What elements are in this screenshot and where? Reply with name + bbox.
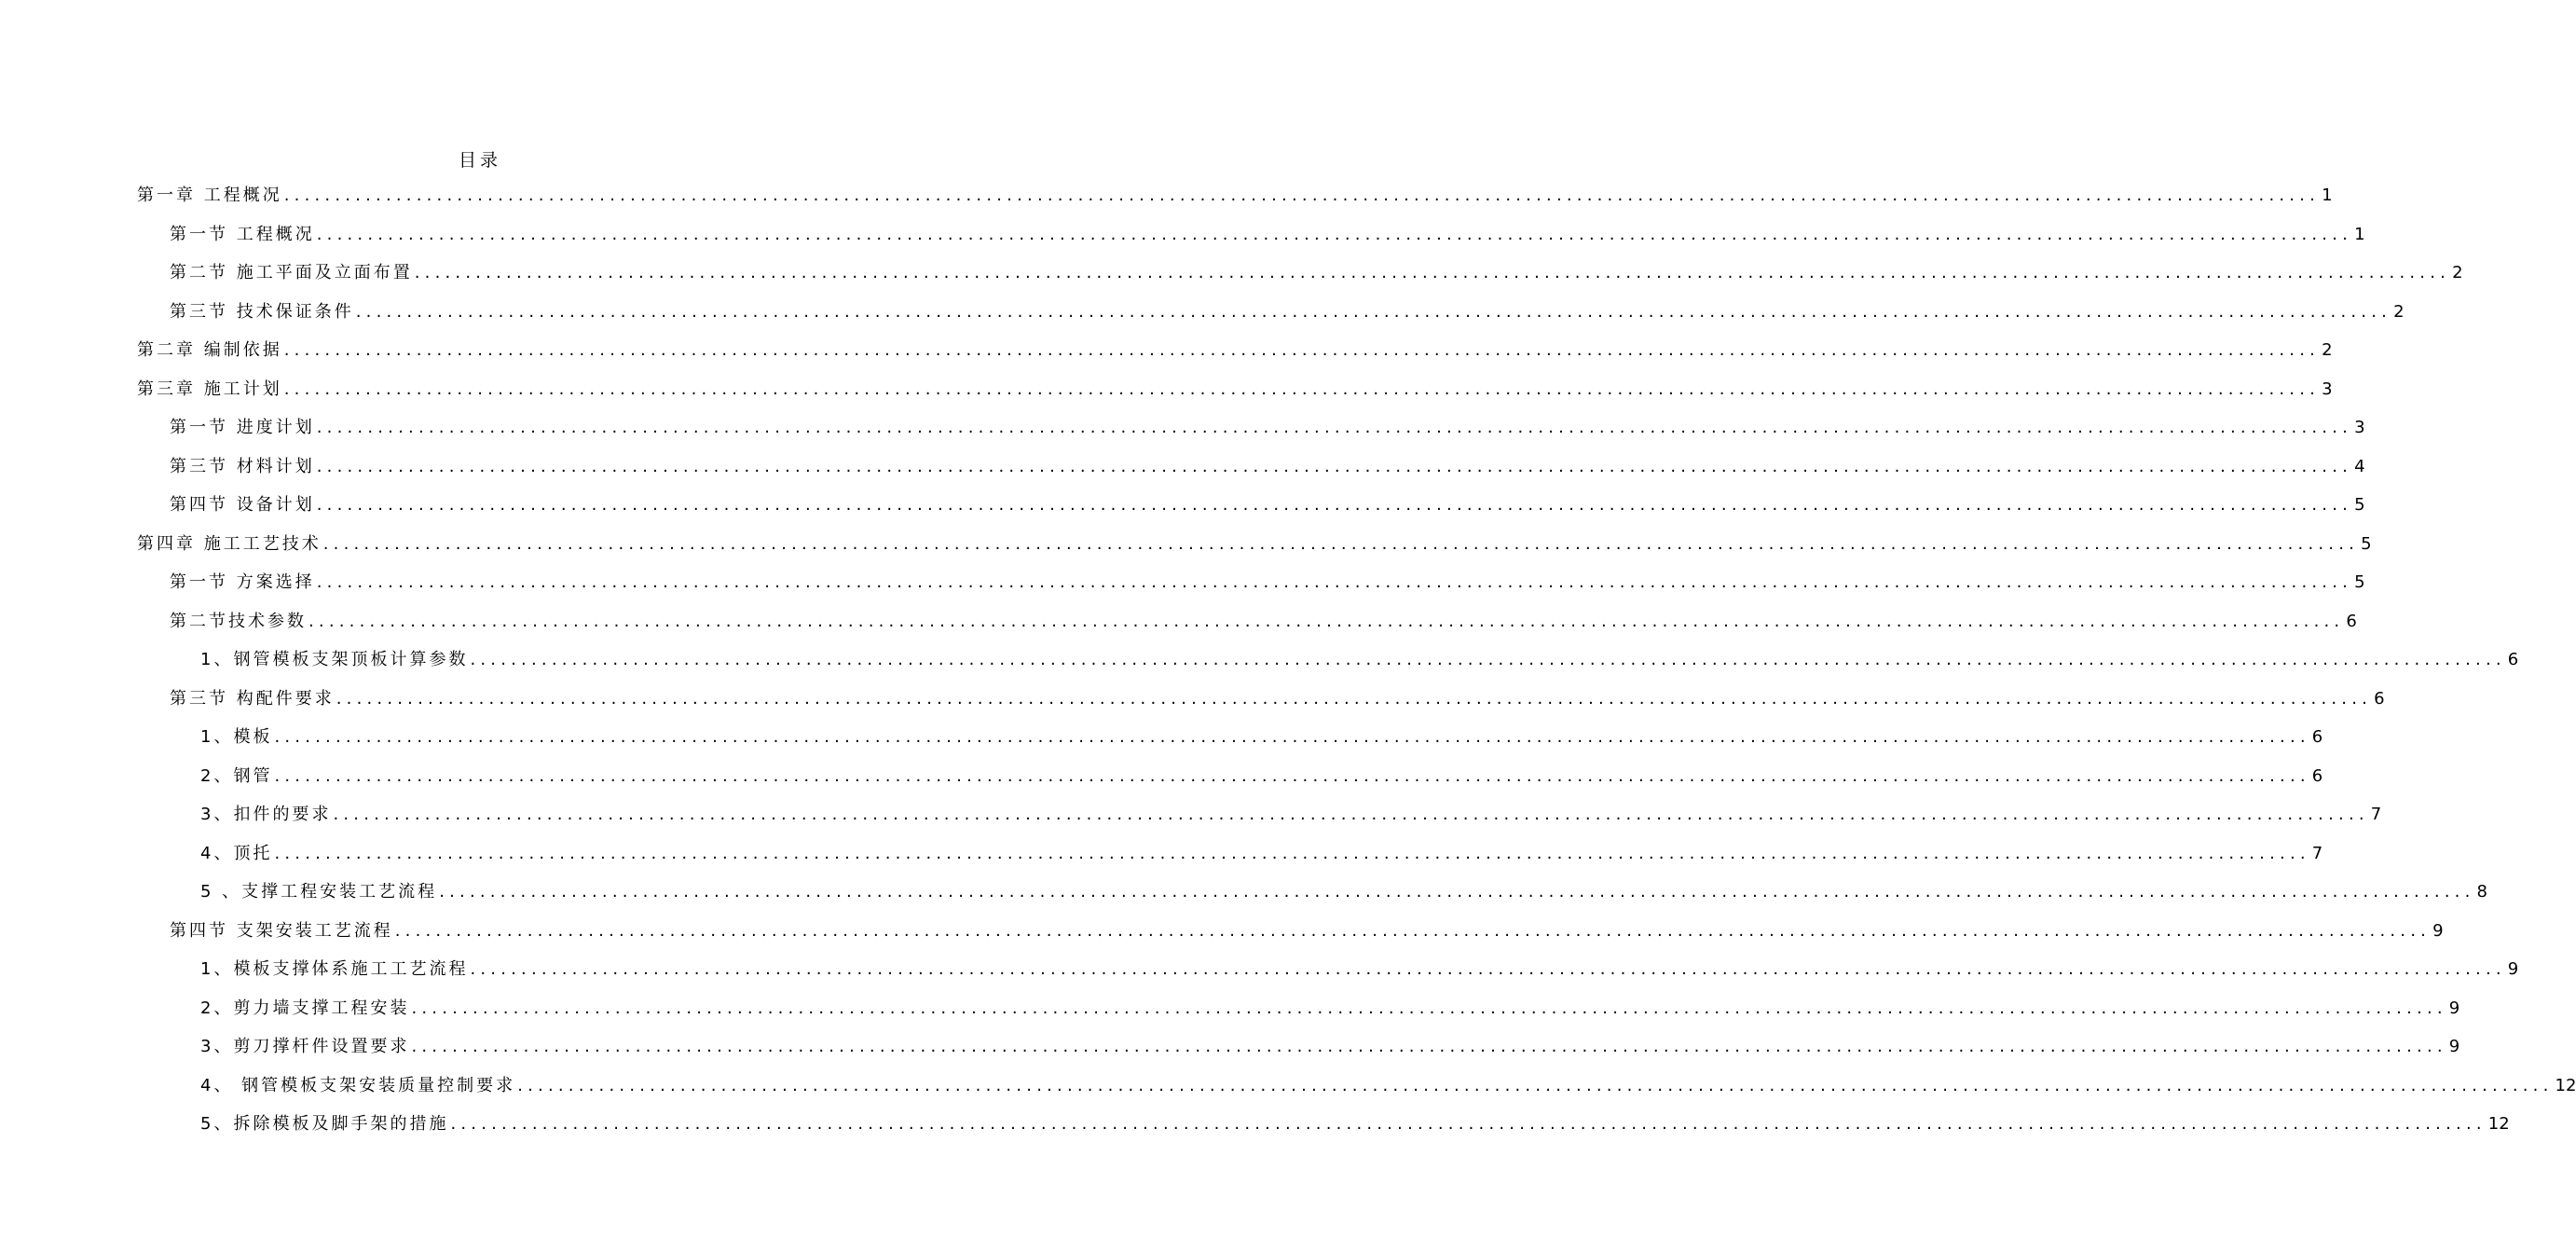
toc-entry[interactable] <box>200 875 2487 903</box>
toc-leader-dots: ........................................................................................................................................................................................................ <box>274 766 2310 786</box>
toc-entry[interactable] <box>200 760 2323 788</box>
toc-entry[interactable] <box>137 373 2333 401</box>
toc-entry-page-number: 6 <box>2311 727 2323 747</box>
toc-leader-dots: ........................................................................................................................................................................................................ <box>333 805 2369 824</box>
toc-entry-page-number: 9 <box>2432 921 2444 941</box>
toc-entry[interactable] <box>200 992 2460 1020</box>
toc-leader-dots: ........................................................................................................................................................................................................ <box>283 379 2321 399</box>
toc-entry[interactable] <box>170 682 2385 710</box>
toc-leader-dots: ........................................................................................................................................................................................................ <box>439 882 2475 902</box>
toc-entry-page-number: 3 <box>2354 418 2365 437</box>
toc-leader-dots: ........................................................................................................................................................................................................ <box>274 727 2310 747</box>
toc-entry-label: 第四章 施工工艺技术 <box>137 534 322 554</box>
toc-entry[interactable] <box>200 1108 2510 1136</box>
toc-entry-page-number: 12 <box>2555 1076 2576 1095</box>
toc-leader-dots: ........................................................................................................................................................................................................ <box>411 1037 2447 1056</box>
toc-entry-page-number: 3 <box>2322 379 2333 399</box>
toc-entry-label: 2、剪力墙支撑工程安装 <box>200 998 410 1018</box>
toc-entry[interactable] <box>170 566 2365 594</box>
toc-entry-page-number: 9 <box>2448 998 2460 1018</box>
toc-entry-page-number: 9 <box>2448 1037 2460 1056</box>
toc-leader-dots: ........................................................................................................................................................................................................ <box>470 650 2506 669</box>
toc-entry[interactable] <box>200 837 2323 865</box>
toc-entry-page-number: 7 <box>2311 844 2323 863</box>
toc-leader-dots: ........................................................................................................................................................................................................ <box>336 689 2373 709</box>
toc-entry[interactable] <box>170 489 2365 516</box>
toc-leader-dots: ........................................................................................................................................................................................................ <box>414 263 2451 282</box>
toc-entry-label: 4、顶托 <box>200 844 273 863</box>
toc-entry-page-number: 12 <box>2487 1114 2510 1134</box>
toc-entry-page-number: 6 <box>2346 612 2357 631</box>
toc-entry[interactable] <box>200 798 2382 826</box>
toc-leader-dots: ........................................................................................................................................................................................................ <box>411 998 2447 1018</box>
toc-entry-label: 1、钢管模板支架顶板计算参数 <box>200 650 469 669</box>
toc-entry-label: 第四节 设备计划 <box>170 495 315 515</box>
toc-entry-label: 第三节 构配件要求 <box>170 689 335 709</box>
toc-entry-label: 第二节 施工平面及立面布置 <box>170 263 413 282</box>
toc-title: 目录 <box>458 150 501 171</box>
toc-entry-page-number: 4 <box>2354 457 2365 476</box>
toc-entry-page-number: 9 <box>2507 959 2519 979</box>
toc-entry-page-number: 6 <box>2507 650 2519 669</box>
toc-leader-dots: ........................................................................................................................................................................................................ <box>517 1076 2554 1095</box>
toc-entry-page-number: 5 <box>2354 495 2365 515</box>
toc-leader-dots: ........................................................................................................................................................................................................ <box>322 534 2360 554</box>
toc-leader-dots: ........................................................................................................................................................................................................ <box>308 612 2345 631</box>
toc-leader-dots: ........................................................................................................................................................................................................ <box>450 1114 2487 1134</box>
toc-entry[interactable] <box>137 179 2333 207</box>
toc-entry[interactable] <box>137 334 2333 362</box>
toc-entry-label: 第三节 技术保证条件 <box>170 302 354 322</box>
toc-entry[interactable] <box>200 953 2519 981</box>
toc-entry-label: 1、模板支撑体系施工工艺流程 <box>200 959 469 979</box>
toc-entry-page-number: 6 <box>2311 766 2323 786</box>
toc-entry-label: 第二节技术参数 <box>170 612 307 631</box>
toc-entry[interactable] <box>170 915 2444 943</box>
toc-entry-page-number: 8 <box>2476 882 2487 902</box>
toc-entry-label: 第四节 支架安装工艺流程 <box>170 921 393 941</box>
toc-leader-dots: ........................................................................................................................................................................................................ <box>316 572 2353 592</box>
toc-entry[interactable] <box>170 605 2357 633</box>
toc-entry-page-number: 1 <box>2322 186 2333 205</box>
toc-entry-label: 5、拆除模板及脚手架的措施 <box>200 1114 449 1134</box>
toc-entry-page-number: 2 <box>2322 340 2333 360</box>
toc-entry[interactable] <box>170 450 2365 478</box>
toc-entry[interactable] <box>200 1069 2576 1097</box>
toc-leader-dots: ........................................................................................................................................................................................................ <box>316 457 2353 476</box>
toc-entry-label: 第一节 方案选择 <box>170 572 315 592</box>
toc-entry-label: 1、模板 <box>200 727 273 747</box>
toc-entry-label: 第三章 施工计划 <box>137 379 282 399</box>
toc-entry[interactable] <box>170 256 2463 284</box>
toc-leader-dots: ........................................................................................................................................................................................................ <box>274 844 2310 863</box>
toc-entry[interactable] <box>137 528 2372 556</box>
toc-entry[interactable] <box>200 721 2323 749</box>
toc-entry-label: 2、钢管 <box>200 766 273 786</box>
toc-leader-dots: ........................................................................................................................................................................................................ <box>316 225 2353 244</box>
toc-leader-dots: ........................................................................................................................................................................................................ <box>470 959 2506 979</box>
toc-leader-dots: ........................................................................................................................................................................................................ <box>316 418 2353 437</box>
toc-entry-page-number: 1 <box>2354 225 2365 244</box>
toc-entry-label: 5 、支撑工程安装工艺流程 <box>200 882 438 902</box>
toc-entry-label: 第一节 进度计划 <box>170 418 315 437</box>
toc-entry-page-number: 5 <box>2354 572 2365 592</box>
toc-entry-page-number: 2 <box>2452 263 2463 282</box>
toc-entry[interactable] <box>170 296 2405 324</box>
toc-entry-page-number: 7 <box>2370 805 2382 824</box>
toc-entry-label: 4、 钢管模板支架安装质量控制要求 <box>200 1076 516 1095</box>
toc-leader-dots: ........................................................................................................................................................................................................ <box>394 921 2432 941</box>
toc-entry-label: 3、剪刀撑杆件设置要求 <box>200 1037 410 1056</box>
toc-leader-dots: ........................................................................................................................................................................................................ <box>283 340 2321 360</box>
toc-entry[interactable] <box>170 411 2365 439</box>
toc-entry[interactable] <box>200 1030 2460 1058</box>
toc-entry-page-number: 2 <box>2393 302 2405 322</box>
toc-leader-dots: ........................................................................................................................................................................................................ <box>283 186 2321 205</box>
toc-leader-dots: ........................................................................................................................................................................................................ <box>316 495 2353 515</box>
toc-entry-label: 第一章 工程概况 <box>137 186 282 205</box>
toc-entry-label: 第二章 编制依据 <box>137 340 282 360</box>
toc-entry-page-number: 6 <box>2374 689 2385 709</box>
toc-entry-label: 3、扣件的要求 <box>200 805 332 824</box>
toc-entry[interactable] <box>170 218 2365 246</box>
toc-entry-label: 第一节 工程概况 <box>170 225 315 244</box>
toc-entry-label: 第三节 材料计划 <box>170 457 315 476</box>
toc-entry[interactable] <box>200 643 2519 671</box>
toc-leader-dots: ........................................................................................................................................................................................................ <box>355 302 2392 322</box>
toc-entry-page-number: 5 <box>2361 534 2372 554</box>
